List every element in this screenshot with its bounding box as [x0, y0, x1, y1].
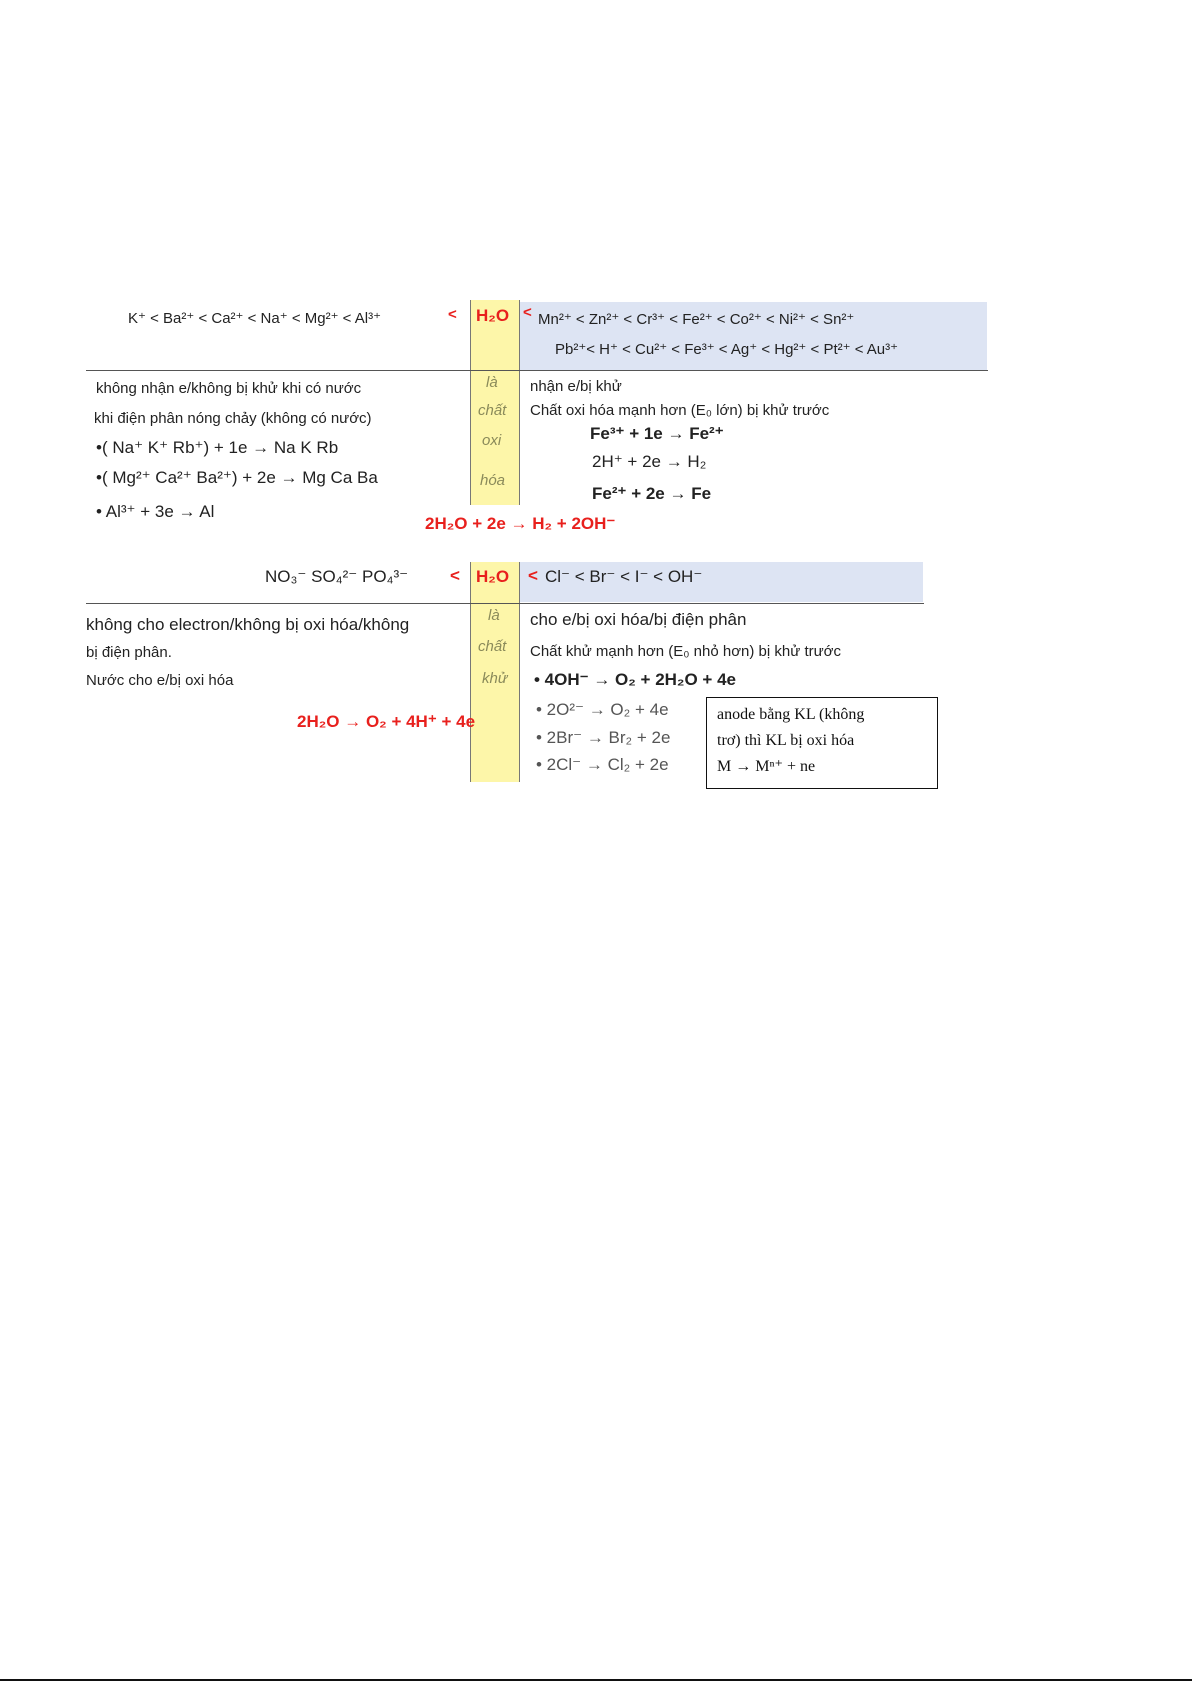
- s2-center-word-3: khử: [482, 670, 508, 687]
- s2-header-rule: [86, 603, 924, 604]
- s1-center-word-4: hóa: [480, 472, 506, 489]
- s2-left-line-1: không cho electron/không bị oxi hóa/không: [86, 615, 410, 634]
- s2-water-equation: 2H₂O → O₂ + 4H⁺ + 4e: [297, 712, 476, 731]
- s2-right-line-1: cho e/bị oxi hóa/bị điện phân: [530, 610, 747, 629]
- anode-note-line-1: anode bằng KL (không: [717, 706, 865, 723]
- s2-left-line-3: Nước cho e/bị oxi hóa: [86, 672, 234, 689]
- s1-left-line-5: • Al³⁺ + 3e → Al: [96, 502, 215, 521]
- s1-center-word-1: là: [486, 374, 498, 391]
- s1-eq-fe2: Fe²⁺ + 2e → Fe: [592, 484, 712, 503]
- s1-right-lt: <: [523, 304, 532, 321]
- s1-left-lt: <: [448, 306, 457, 323]
- anode-note-line-2: trơ) thì KL bị oxi hóa: [717, 732, 855, 749]
- s2-eq-br: • 2Br⁻ → Br₂ + 2e: [536, 728, 671, 747]
- s1-eq-h: 2H⁺ + 2e → H₂: [592, 452, 707, 471]
- s1-water-equation: 2H₂O + 2e → H₂ + 2OH⁻: [425, 514, 616, 533]
- s1-center-word-2: chất: [478, 402, 507, 419]
- s2-water-label: H₂O: [476, 567, 510, 586]
- s1-left-line-3: •( Na⁺ K⁺ Rb⁺) + 1e → Na K Rb: [96, 438, 339, 457]
- s2-eq-cl: • 2Cl⁻ → Cl₂ + 2e: [536, 755, 669, 774]
- s2-left-line-2: bị điện phân.: [86, 644, 172, 661]
- s1-left-line-2: khi điện phân nóng chảy (không có nước): [94, 410, 372, 427]
- anode-note-line-3: M → Mⁿ⁺ + ne: [717, 758, 816, 775]
- s2-center-word-1: là: [488, 607, 500, 624]
- s2-right-series: Cl⁻ < Br⁻ < I⁻ < OH⁻: [545, 567, 703, 586]
- s1-right-line-2: Chất oxi hóa mạnh hơn (E₀ lớn) bị khử trước: [530, 402, 830, 419]
- s2-left-lt: <: [450, 566, 460, 585]
- s1-water-label: H₂O: [476, 306, 510, 325]
- s2-right-lt: <: [528, 566, 538, 585]
- s2-eq-oh: • 4OH⁻ → O₂ + 2H₂O + 4e: [534, 670, 736, 689]
- s1-header-rule: [86, 370, 988, 371]
- s2-center-word-2: chất: [478, 638, 507, 655]
- s1-right-line-1: nhận e/bị khử: [530, 378, 622, 395]
- s1-right-series-row2: Pb²⁺< H⁺ < Cu²⁺ < Fe³⁺ < Ag⁺ < Hg²⁺ < Pt²⁺ < Au³⁺: [555, 341, 899, 358]
- s1-eq-fe3: Fe³⁺ + 1e → Fe²⁺: [590, 424, 724, 443]
- s1-left-line-1: không nhận e/không bị khử khi có nước: [96, 380, 362, 397]
- s2-eq-o2: • 2O²⁻ → O₂ + 4e: [536, 700, 669, 719]
- page-bottom-rule: [0, 1679, 1192, 1681]
- s1-center-word-3: oxi: [482, 432, 502, 449]
- s2-left-series: NO₃⁻ SO₄²⁻ PO₄³⁻: [265, 567, 409, 586]
- s1-left-line-4: •( Mg²⁺ Ca²⁺ Ba²⁺) + 2e → Mg Ca Ba: [96, 468, 378, 487]
- s1-right-series-row1: Mn²⁺ < Zn²⁺ < Cr³⁺ < Fe²⁺ < Co²⁺ < Ni²⁺ < Sn²⁺: [538, 311, 855, 328]
- s2-right-line-2: Chất khử mạnh hơn (E₀ nhỏ hơn) bị khử trước: [530, 643, 841, 660]
- s1-left-series: K⁺ < Ba²⁺ < Ca²⁺ < Na⁺ < Mg²⁺ < Al³⁺: [128, 310, 382, 327]
- anode-note-box: [706, 697, 938, 789]
